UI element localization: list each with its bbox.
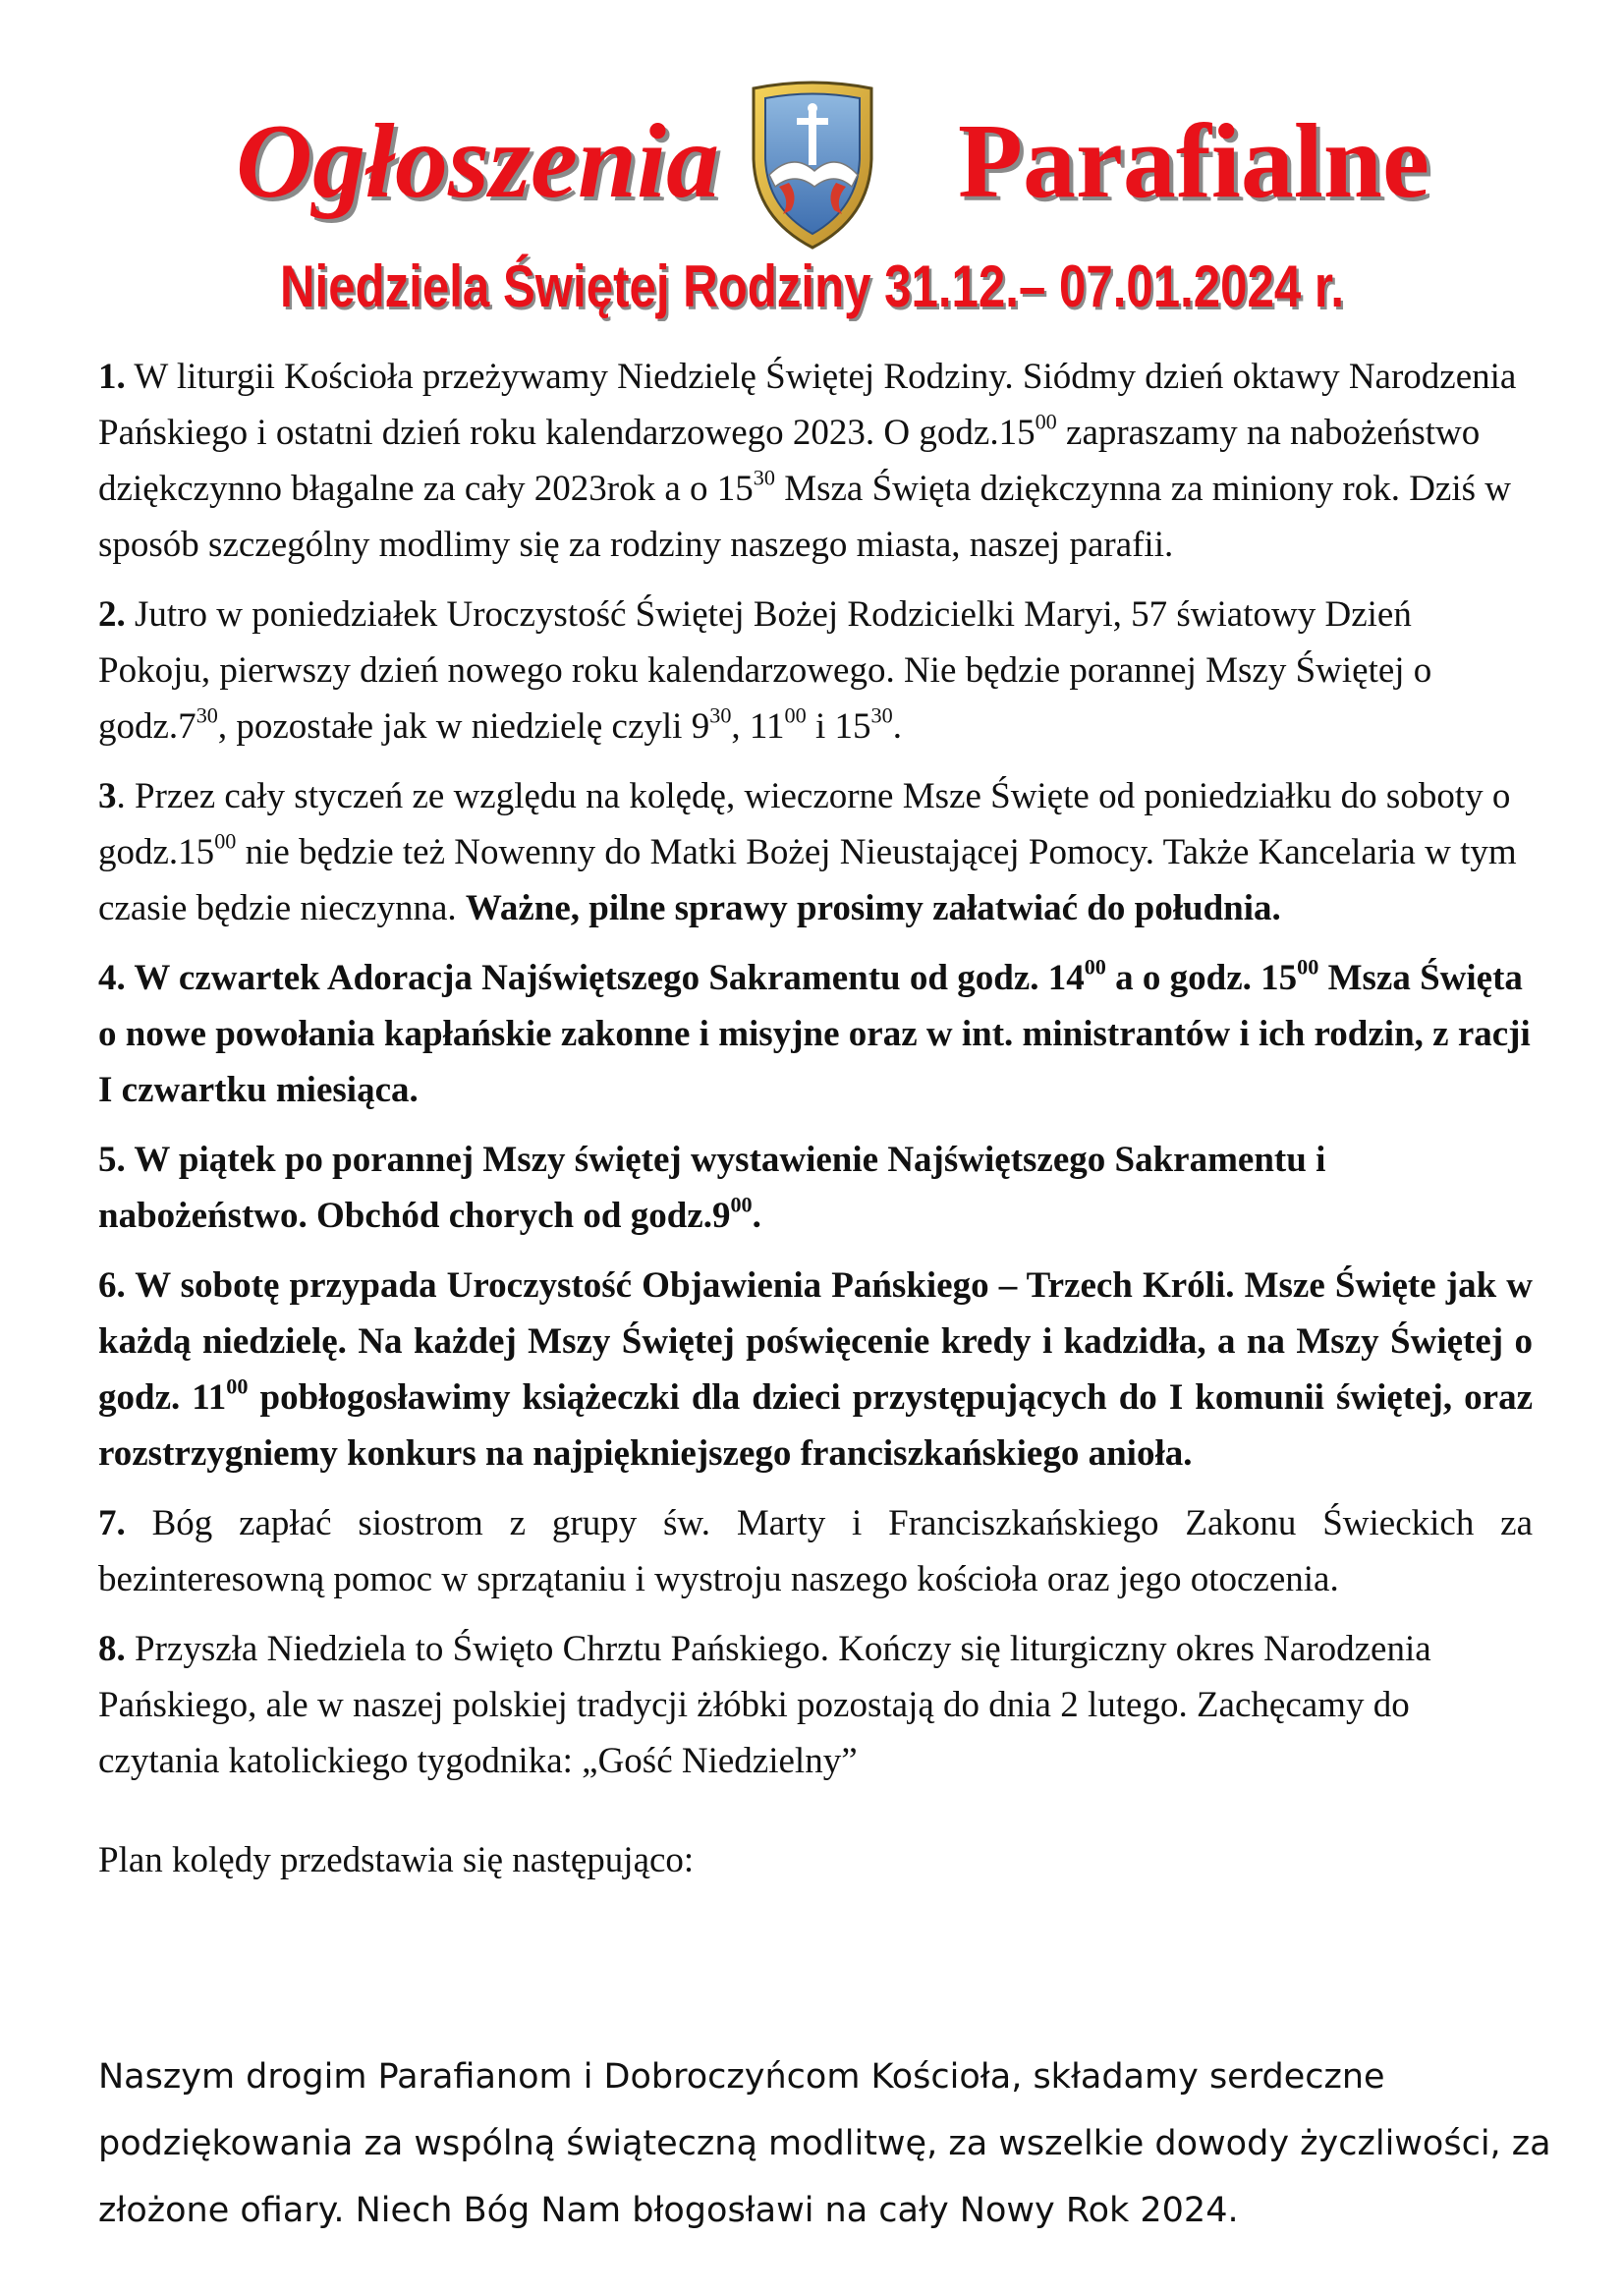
- item-number: 4.: [98, 958, 126, 998]
- announcement-2: 2. Jutro w poniedziałek Uroczystość Świętej Bożej Rodzicielki Maryi, 57 światowy Dzień Pokoju, pierwszy dzień nowego roku kalendarzowego. Nie będzie porannej Mszy Świętej o $godz.7^{30}$, pozostałe jak w niedzielę czyli $9^{30}$, $11^{00}$ i $15^{30}$.: [98, 594, 1432, 747]
- item-number: 3: [98, 776, 117, 816]
- announcement-3: 3. Przez cały styczeń ze względu na kolędę, wieczorne Msze Święte od poniedziałku do soboty o $godz.15^{00}$ nie będzie też Nowenny do Matki Bożej Nieustającej Pomocy. Także Kancelaria w tym czasie będzie nieczynna. Ważne, pilne sprawy prosimy załatwiać do południa.: [98, 776, 1517, 928]
- item-number: 1.: [98, 357, 126, 397]
- title-right: Parafialne: [958, 103, 1429, 220]
- announcement-4: 4. W czwartek Adoracja Najświętszego Sakramentu od godz. $14^{00}$ a o godz. $15^{00}$ Msza Święta o nowe powołania kapłańskie zakonne i misyjne oraz w int. ministrantów i ich rodzin, z racji I czwartku miesiąca.: [98, 954, 1531, 1110]
- item-number: 2.: [98, 594, 126, 635]
- title-left: Ogłoszenia: [236, 103, 720, 220]
- announcement-7: 7. Bóg zapłać siostrom z grupy św. Marty i Franciszkańskiego Zakonu Świeckich za bezinteresowną pomoc w sprzątaniu i wystroju naszego kościoła oraz jego otoczenia.: [98, 1503, 1533, 1599]
- item-number: 7.: [98, 1503, 126, 1543]
- announcement-5: 5. W piątek po porannej Mszy świętej wystawienie Najświętszego Sakramentu i nabożeństwo. Obchód chorych od $godz.9^{00}$.: [98, 1140, 1326, 1236]
- header: [0, 98, 1624, 265]
- carol-plan-heading: Plan kolędy przedstawia się następująco:: [98, 1840, 695, 1880]
- important-note: Ważne, pilne sprawy prosimy załatwiać do południa.: [465, 888, 1281, 928]
- item-number: 5.: [98, 1140, 126, 1180]
- announcements: [98, 349, 1533, 1902]
- announcement-1: 1. W liturgii Kościoła przeżywamy Niedzielę Świętej Rodziny. Siódmy dzień oktawy Narodzenia Pańskiego i ostatni dzień roku kalendarzowego 2023. O $godz.15^{00}$ zapraszamy na nabożeństwo dziękczynno błagalne za cały 2023rok a o $15^{30}$ Msza Święta dziękczynna za miniony rok. Dziś w sposób szczególny modlimy się za rodziny naszego miasta, naszej parafii.: [98, 357, 1517, 565]
- closing-thanks: Naszym drogim Parafianom i Dobroczyńcom Kościoła, składamy serdeczne podziękowania za wspólną świąteczną modlitwę, za wszelkie dowody życzliwości, za złożone ofiary. Niech Bóg Nam błogosławi na cały Nowy Rok 2024.: [98, 2057, 1551, 2230]
- announcement-8: 8. Przyszła Niedziela to Święto Chrztu Pańskiego. Kończy się liturgiczny okres Narodzenia Pańskiego, ale w naszej polskiej tradycji żłóbki pozostają do dnia 2 lutego. Zachęcamy do czytania katolickiego tygodnika: „Gość Niedzielny”: [98, 1629, 1431, 1781]
- item-number: 8.: [98, 1629, 126, 1669]
- page-subtitle: Niedziela Świętej Rodziny 31.12.– 07.01.2024 r.: [280, 253, 1344, 319]
- item-number: 6.: [98, 1265, 126, 1306]
- announcement-6: 6. W sobotę przypada Uroczystość Objawienia Pańskiego – Trzech Króli. Msze Święte jak w każdą niedzielę. Na każdej Mszy Świętej poświęcenie kredy i kadzidła, a na Mszy Świętej o godz. $11^{00}$ pobłogosławimy książeczki dla dzieci przystępujących do I komunii świętej, oraz rozstrzygniemy konkurs na najpiękniejszego franciszkańskiego anioła.: [98, 1265, 1533, 1474]
- franciscan-crest-icon: [744, 81, 881, 252]
